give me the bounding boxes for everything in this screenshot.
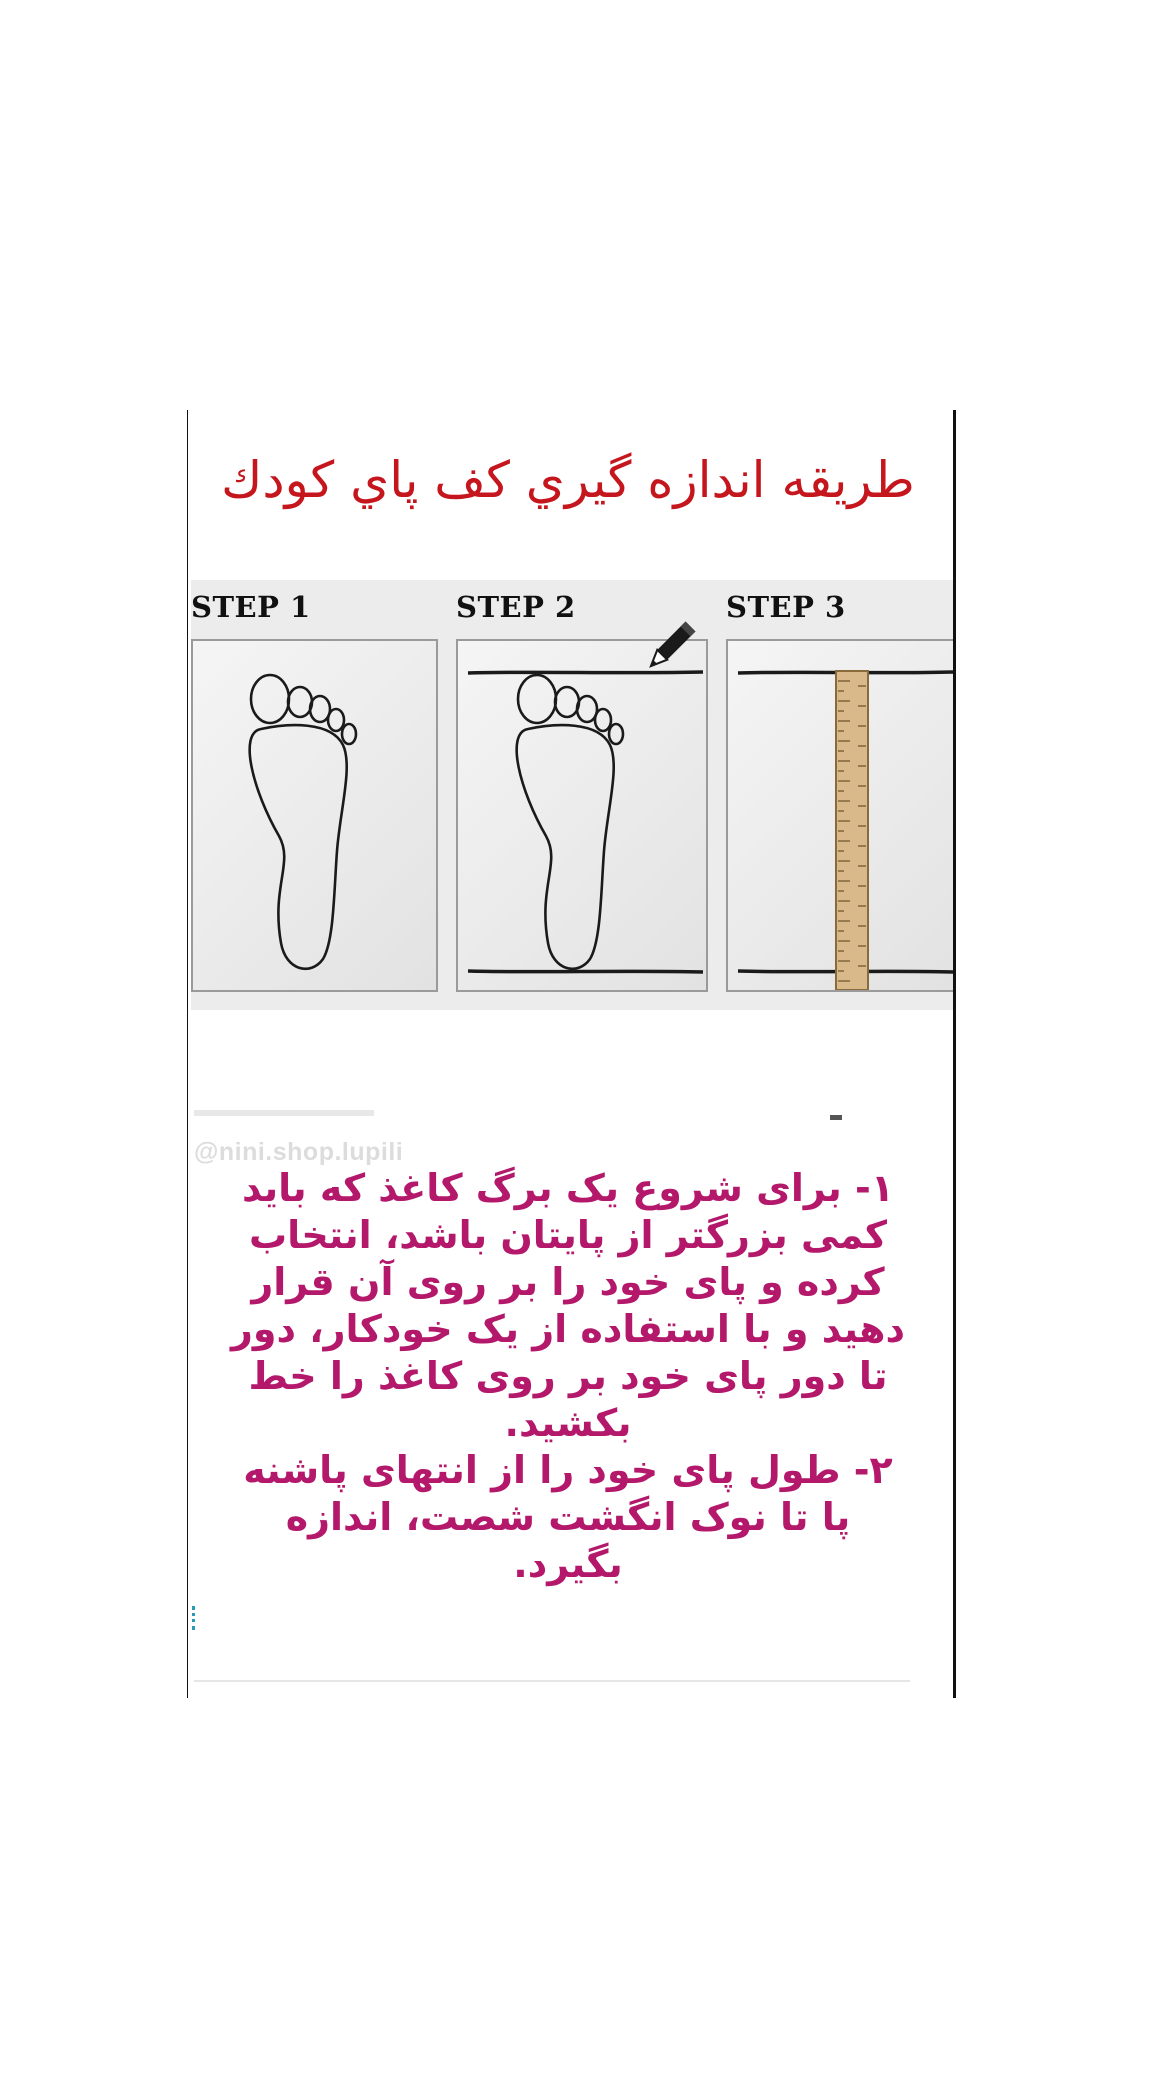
page-title: طريقه اندازه گيري كف پاي كودك xyxy=(221,451,915,509)
right-border xyxy=(953,410,956,1698)
footprint-outline-icon xyxy=(193,641,436,990)
divider xyxy=(194,1110,374,1116)
pencil-icon xyxy=(639,616,701,678)
step-2-label: STEP 2 xyxy=(456,590,576,624)
instruction-step-1: ۱- برای شروع یک برگ کاغذ که باید کمی بزرگتر از پایتان باشد، انتخاب کرده و پای خود را بر روی آن قرار دهید و با استفاده از یک خودکار، دور تا دور پای خود بر روی کاغذ را خط بکشید. xyxy=(231,1166,905,1445)
instruction-step-2: ۲- طول پای خود را از انتهای پاشنه پا تا نوک انگشت شصت، اندازه بگیرد. xyxy=(243,1448,893,1586)
steps-illustration xyxy=(191,580,953,1010)
step-3-panel xyxy=(726,639,955,992)
dash-mark xyxy=(830,1115,842,1120)
watermark: @nini.shop.lupili xyxy=(194,1138,404,1166)
instruction-card xyxy=(188,410,956,1698)
step-1-label: STEP 1 xyxy=(191,590,311,624)
footprint-with-lines-and-pencil-icon xyxy=(458,641,706,990)
step-1-panel xyxy=(191,639,438,992)
footer-divider xyxy=(194,1680,910,1682)
ruler-between-lines-icon xyxy=(728,641,953,990)
side-indicator xyxy=(192,1606,199,1630)
step-3-label: STEP 3 xyxy=(726,590,846,624)
step-2-panel xyxy=(456,639,708,992)
instructions-text xyxy=(228,1165,908,1588)
